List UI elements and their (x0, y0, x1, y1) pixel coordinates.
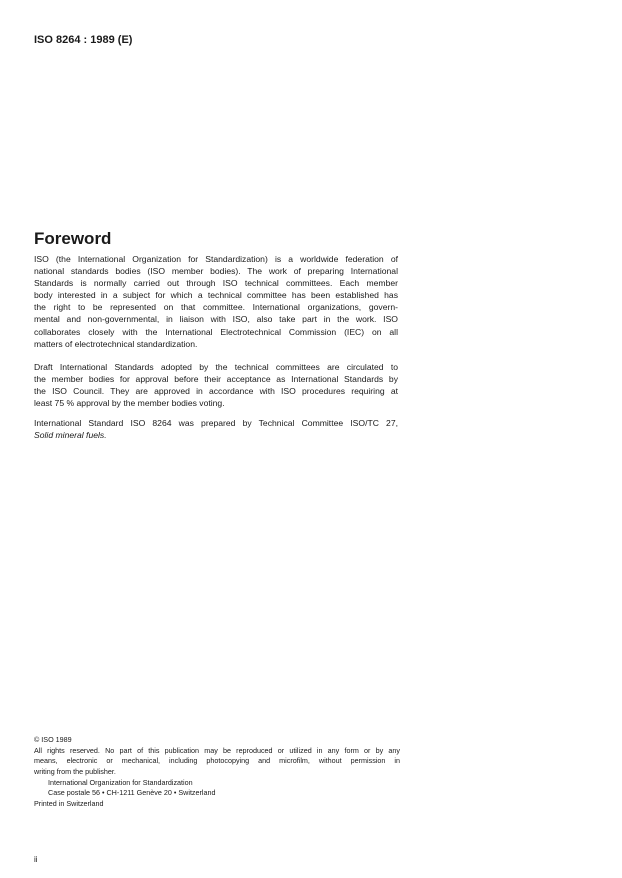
copyright-line: © ISO 1989 (34, 735, 72, 744)
copyright-block (34, 735, 400, 810)
text-line: Standards is normally carried out through ISO technical committees. Each member (34, 278, 398, 289)
rights-line: writing from the publisher. (34, 767, 116, 777)
text-line: national standards bodies (ISO member bodies). The work of preparing International (34, 266, 398, 277)
rights-line: means, electronic or mechanical, including photocopying and microfilm, without permission in (34, 756, 400, 766)
text-line: the ISO Council. They are approved in accordance with ISO procedures requiring at (34, 386, 398, 397)
text-line: International Standard ISO 8264 was prepared by Technical Committee ISO/TC 27, (34, 418, 398, 428)
text-line: collaborates closely with the International Electrotechnical Commission (IEC) on all (34, 326, 398, 337)
text-line: matters of electrotechnical standardization. (34, 338, 198, 349)
printed-in: Printed in Switzerland (34, 799, 104, 809)
rights-line: All rights reserved. No part of this publication may be reproduced or utilized in any form or by any (34, 745, 400, 755)
text-line: the member bodies for approval before their acceptance as International Standards by (34, 374, 398, 385)
organization-address: Case postale 56 • CH-1211 Genève 20 • Switzerland (48, 788, 216, 798)
paragraph-iso-intro (34, 253, 398, 350)
paragraph-draft-standards (34, 361, 398, 409)
text-line: least 75 % approval by the member bodies voting. (34, 398, 225, 409)
text-line: body interested in a subject for which a technical committee has been established has (34, 290, 398, 301)
paragraph-prepared-by (34, 417, 398, 441)
text-line: ISO (the International Organization for Standardization) is a worldwide federation of (34, 254, 398, 264)
text-line: the right to be represented on that committee. International organizations, govern- (34, 302, 398, 313)
page-number: ii (34, 855, 38, 864)
text-line: Draft International Standards adopted by the technical committees are circulated to (34, 362, 398, 372)
section-title: Foreword (34, 229, 112, 248)
text-line: mental and non-governmental, in liaison with ISO, also take part in the work. ISO (34, 314, 398, 325)
document-header: ISO 8264 : 1989 (E) (34, 34, 133, 46)
organization-name: International Organization for Standardization (48, 777, 193, 787)
text-line-italic: Solid mineral fuels. (34, 430, 107, 441)
